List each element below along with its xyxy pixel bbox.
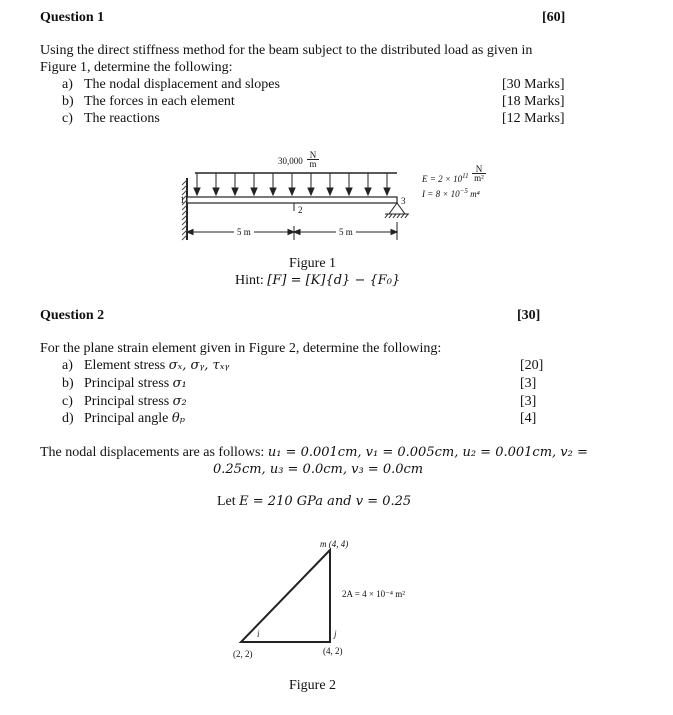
list-item-marks: [30 Marks]	[502, 77, 565, 92]
list-item-marks: [20]	[520, 358, 544, 373]
figure-1-caption: Figure 1	[289, 256, 337, 271]
hint-equation: [F] = [K]{d} − {F₀}	[267, 273, 401, 288]
list-item-letter: d)	[62, 411, 74, 426]
list-item	[84, 394, 187, 410]
span-1-label: 5 m	[237, 227, 251, 237]
list-item-text: Principal angle	[84, 411, 172, 426]
list-item-marks: [3]	[520, 376, 537, 391]
nodal-displacements-values-1: u₁ = 0.001cm, v₁ = 0.005cm, u₂ = 0.001cm, v₂ =	[267, 445, 588, 460]
list-item-marks: [12 Marks]	[502, 111, 565, 126]
list-item-letter: c)	[62, 394, 73, 409]
list-item-text: The reactions	[84, 111, 160, 126]
node-1-label: 1	[180, 195, 185, 205]
distributed-load-arrows	[194, 173, 397, 195]
list-item-letter: a)	[62, 77, 73, 92]
list-item-letter: c)	[62, 111, 73, 126]
list-item-text: Principal stress	[84, 376, 173, 391]
list-item-letter: a)	[62, 358, 73, 373]
question-2-marks: [30]	[517, 308, 541, 323]
question-1-title: Question 1	[40, 10, 105, 25]
modulus-unit	[472, 165, 486, 182]
load-unit-numerator: N	[307, 151, 319, 160]
load-value-label: 30,000	[278, 156, 303, 166]
question-2-intro: For the plane strain element given in Figure 2, determine the following:	[40, 341, 442, 356]
list-item-marks: [18 Marks]	[502, 94, 565, 109]
figure-1-beam-diagram	[0, 0, 673, 270]
inertia-label	[422, 187, 480, 199]
list-item	[84, 376, 187, 392]
list-item-text: Principal stress	[84, 394, 173, 409]
nodal-displacements-values-2: 0.25cm, u₃ = 0.0cm, v₃ = 0.0cm	[213, 462, 424, 477]
modulus-prefix: E = 2 × 10	[422, 174, 463, 184]
list-item-text: Element stress	[84, 358, 169, 373]
load-unit	[307, 151, 319, 168]
modulus-label	[422, 172, 469, 184]
list-item	[84, 358, 229, 374]
inertia-prefix: I = 8 × 10	[422, 189, 460, 199]
list-item-text: The forces in each element	[84, 94, 235, 109]
list-item	[84, 411, 185, 427]
modulus-unit-numerator: N	[472, 165, 486, 174]
span-2-label: 5 m	[339, 227, 353, 237]
list-item-marks: [3]	[520, 394, 537, 409]
list-item-math: θₚ	[171, 411, 185, 426]
node-j-label: j	[334, 629, 337, 639]
list-item-math: σ₁	[172, 376, 187, 391]
figure-2-caption: Figure 2	[289, 678, 337, 693]
triangle-element	[241, 550, 330, 642]
dimension-lines	[187, 222, 397, 240]
load-unit-denominator: m	[309, 159, 317, 169]
question-1-intro-line-2: Figure 1, determine the following:	[40, 60, 233, 75]
question-2-title: Question 2	[40, 308, 105, 323]
beam	[187, 197, 397, 203]
hint	[235, 273, 400, 289]
list-item-math: σ₂	[172, 394, 187, 409]
list-item-marks: [4]	[520, 411, 537, 426]
list-item-letter: b)	[62, 94, 74, 109]
material-properties-equation: E = 210 GPa and v = 0.25	[239, 494, 412, 509]
modulus-unit-denominator: m²	[474, 173, 484, 183]
node-2-label: 2	[298, 205, 303, 215]
node-m-label: m (4, 4)	[320, 539, 349, 549]
node-j-coordinates: (4, 2)	[323, 646, 343, 656]
inertia-exponent: −5	[459, 187, 468, 195]
list-item-text: The nodal displacement and slopes	[84, 77, 280, 92]
question-1-marks: [60]	[542, 10, 566, 25]
modulus-exponent: 11	[462, 172, 469, 180]
fixed-support-icon	[182, 178, 187, 240]
hint-label: Hint:	[235, 273, 264, 288]
material-properties-prefix: Let	[217, 494, 240, 509]
list-item-math: σₓ, σᵧ, τₓᵧ	[168, 358, 230, 373]
list-item-letter: b)	[62, 376, 74, 391]
node-i-coordinates: (2, 2)	[233, 649, 253, 659]
nodal-displacements-line-1	[40, 445, 588, 461]
nodal-displacements-prefix: The nodal displacements are as follows:	[40, 445, 268, 460]
node-i-label: i	[257, 629, 260, 639]
node-3-label: 3	[401, 196, 406, 206]
material-properties	[217, 494, 411, 510]
area-label: 2A = 4 × 10⁻⁴ m²	[342, 589, 405, 599]
question-1-intro-line-1: Using the direct stiffness method for the beam subject to the distributed load as given in	[40, 43, 533, 58]
inertia-unit: m⁴	[467, 189, 480, 199]
